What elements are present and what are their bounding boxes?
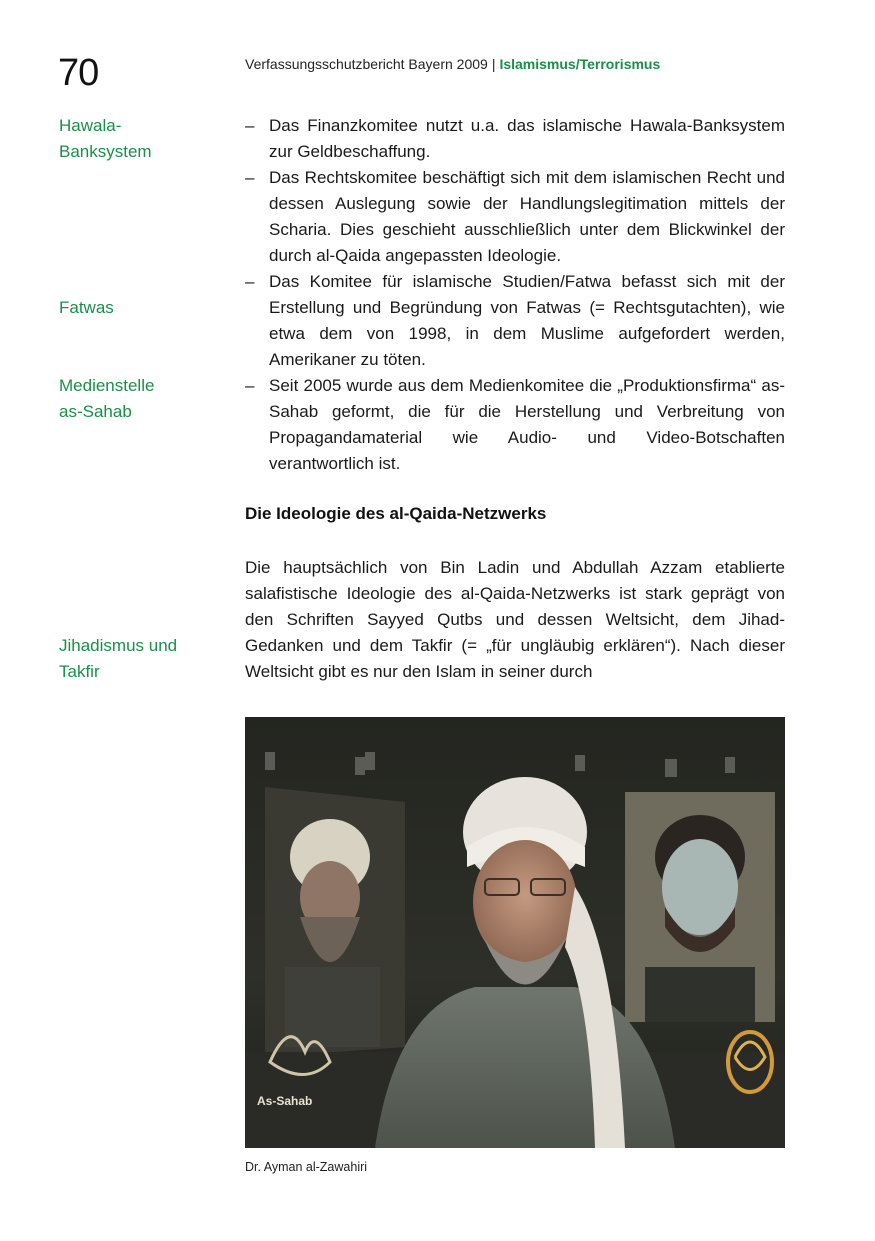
- running-header: [245, 56, 660, 72]
- header-separator: |: [491, 56, 496, 72]
- margin-note-hawala: [59, 113, 229, 165]
- bullet-dash: –: [245, 376, 255, 395]
- report-title: Verfassungsschutzbericht Bayern 2009: [245, 56, 488, 72]
- section-title: Islamismus/Terrorismus: [499, 56, 661, 72]
- margin-note-line: Takfir: [59, 662, 100, 681]
- margin-note-line: as-Sahab: [59, 402, 132, 421]
- list-item: [245, 373, 785, 477]
- list-item-text: Das Komitee für islamische Studien/Fatwa befasst sich mit der Erstellung und Begründung von Fatwas (= Rechtsgutachten), wie etwa dem von 1998, in dem Muslime aufgefordert werden, Amerikaner zu töten.: [269, 272, 785, 369]
- list-item-text: Das Rechtskomitee beschäftigt sich mit dem islamischen Recht und dessen Auslegung sowie der Handlungslegitimation mittels der Scharia. Dies geschieht ausschließlich unter dem Blickwinkel der durch al-Qaida angepassten Ideologie.: [269, 168, 785, 265]
- list-item: [245, 269, 785, 373]
- bullet-dash: –: [245, 116, 255, 135]
- margin-note-line: Hawala-: [59, 116, 122, 135]
- photo-illustration: [245, 717, 785, 1148]
- list-item: [245, 165, 785, 269]
- margin-note-fatwas: [59, 295, 229, 321]
- zawahiri-photo: [245, 717, 785, 1148]
- bullet-dash: –: [245, 168, 255, 187]
- left-portrait-panel: [265, 787, 405, 1057]
- committee-list: [245, 113, 785, 477]
- list-item: [245, 113, 785, 165]
- list-item-text: Das Finanzkomitee nutzt u.a. das islamische Hawala-Banksystem zur Geldbeschaffung.: [269, 116, 785, 161]
- photo-caption: Dr. Ayman al-Zawahiri: [245, 1160, 368, 1174]
- section-heading: Die Ideologie des al-Qaida-Netzwerks: [245, 504, 547, 523]
- page-number: 70: [58, 52, 99, 94]
- margin-note-line: Banksystem: [59, 142, 152, 161]
- margin-note-media: [59, 373, 229, 425]
- margin-note-line: Jihadismus und: [59, 636, 178, 655]
- margin-note-line: Fatwas: [59, 298, 114, 317]
- list-item-text: Seit 2005 wurde aus dem Medienkomitee die „Produktionsfirma“ as-Sahab geformt, die für die Herstellung und Verbreitung von Propagandamaterial wie Audio- und Video-Botschaften verantwortlich ist.: [269, 376, 785, 473]
- watermark-text: As-Sahab: [257, 1094, 313, 1108]
- ideology-paragraph: [245, 555, 785, 685]
- bullet-dash: –: [245, 272, 255, 291]
- margin-note-line: Medienstelle: [59, 376, 155, 395]
- right-portrait-panel: [625, 792, 775, 1022]
- margin-note-jihadism: [59, 633, 229, 685]
- paragraph-text: Die hauptsächlich von Bin Ladin und Abdullah Azzam etablierte salafistische Ideologie des al-Qaida-Netzwerks ist stark geprägt von den Schriften Sayyed Qutbs und dessen Weltsicht, dem Jihad-Gedanken und dem Takfir (= „für ungläubig erklären“). Nach dieser Weltsicht gibt es nur den Islam in seiner durch: [245, 558, 785, 681]
